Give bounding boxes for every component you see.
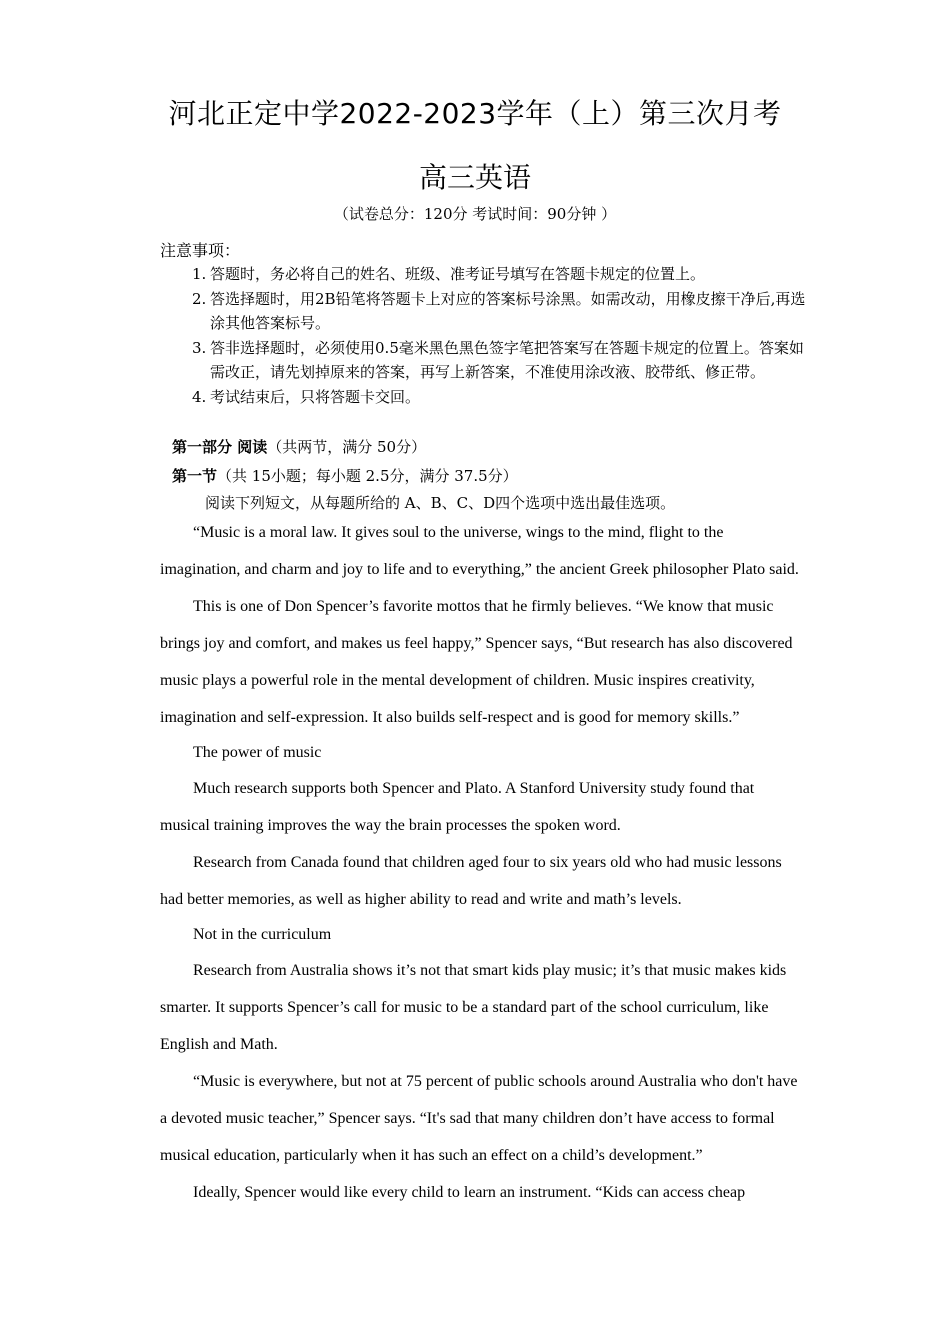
section-one-heading [172,465,518,486]
notice-item-text: 答题时，务必将自己的姓名、班级、准考证号填写在答题卡规定的位置上。 [210,265,706,283]
passage-subheading: Not in the curriculum [193,926,332,943]
passage-paragraph: Research from Canada found that children aged four to six years old who had music lessons had better memories, as well as higher ability to read and write and math’s levels. [160,854,782,908]
notice-item [192,385,812,410]
passage-paragraph: “Music is everywhere, but not at 75 percent of public schools around Australia who don't have a devoted music teacher,” Spencer says. “It's sad that many children don’t have access to formal musical education, particularly when it has such an effect on a child’s development.” [160,1073,798,1164]
exam-title: 河北正定中学2022-2023学年（上）第三次月考 [168,97,782,130]
notice-item-text: 答选择题时，用2B铅笔将答题卡上对应的答案标号涂黑。如需改动，用橡皮擦干净后,再选涂其他答案标号。 [210,289,806,332]
part-one-detail: （共两节，满分 50分） [267,438,427,456]
passage-paragraph: This is one of Don Spencer’s favorite mottos that he firmly believes. “We know that music brings joy and comfort, and makes us feel happy,” Spencer says, “But research has also discovered music plays a powerful role in the mental development of children. Music inspires creativity, imagination and self-expression. It also builds self-respect and is good for memory skills.” [160,598,793,726]
notice-list [192,262,812,409]
exam-meta: （试卷总分：120分 考试时间：90分钟 ） [333,205,617,223]
notice-item [192,262,812,287]
notice-heading: 注意事项： [160,241,241,260]
passage-paragraph: “Music is a moral law. It gives soul to the universe, wings to the mind, flight to the imagination, and charm and joy to life and to everything,” the ancient Greek philosopher Plato said. [160,524,799,578]
part-one-label: 第一部分 阅读 [172,438,268,456]
notice-item [192,336,812,385]
passage-paragraph: Research from Australia shows it’s not that smart kids play music; it’s that music makes kids smarter. It supports Spencer’s call for music to be a standard part of the school curriculum, like English and Math. [160,962,787,1053]
notice-item-number: 2. [192,289,207,308]
part-one-heading [172,436,426,457]
notice-item-number: 3. [192,338,207,357]
notice-item-number: 4. [192,387,207,406]
reading-instruction: 阅读下列短文，从每题所给的 A、B、C、D四个选项中选出最佳选项。 [205,494,676,512]
section-one-detail: （共 15小题；每小题 2.5分，满分 37.5分） [217,467,518,485]
notice-item-number: 1. [192,265,207,283]
exam-subject: 高三英语 [418,161,531,194]
reading-passage [160,514,800,1211]
notice-item-text: 答非选择题时，必须使用0.5毫米黑色黑色签字笔把答案写在答题卡规定的位置上。答案如需改正，请先划掉原来的答案，再写上新答案，不准使用涂改液、胶带纸、修正带。 [210,338,804,381]
section-one-label: 第一节 [172,467,218,485]
notice-item-text: 考试结束后，只将答题卡交回。 [210,387,421,406]
passage-subheading: The power of music [193,744,322,761]
notice-item [192,287,812,336]
passage-paragraph: Ideally, Spencer would like every child to learn an instrument. “Kids can access cheap [193,1184,746,1201]
passage-paragraph: Much research supports both Spencer and Plato. A Stanford University study found that musical training improves the way the brain processes the spoken word. [160,780,755,834]
